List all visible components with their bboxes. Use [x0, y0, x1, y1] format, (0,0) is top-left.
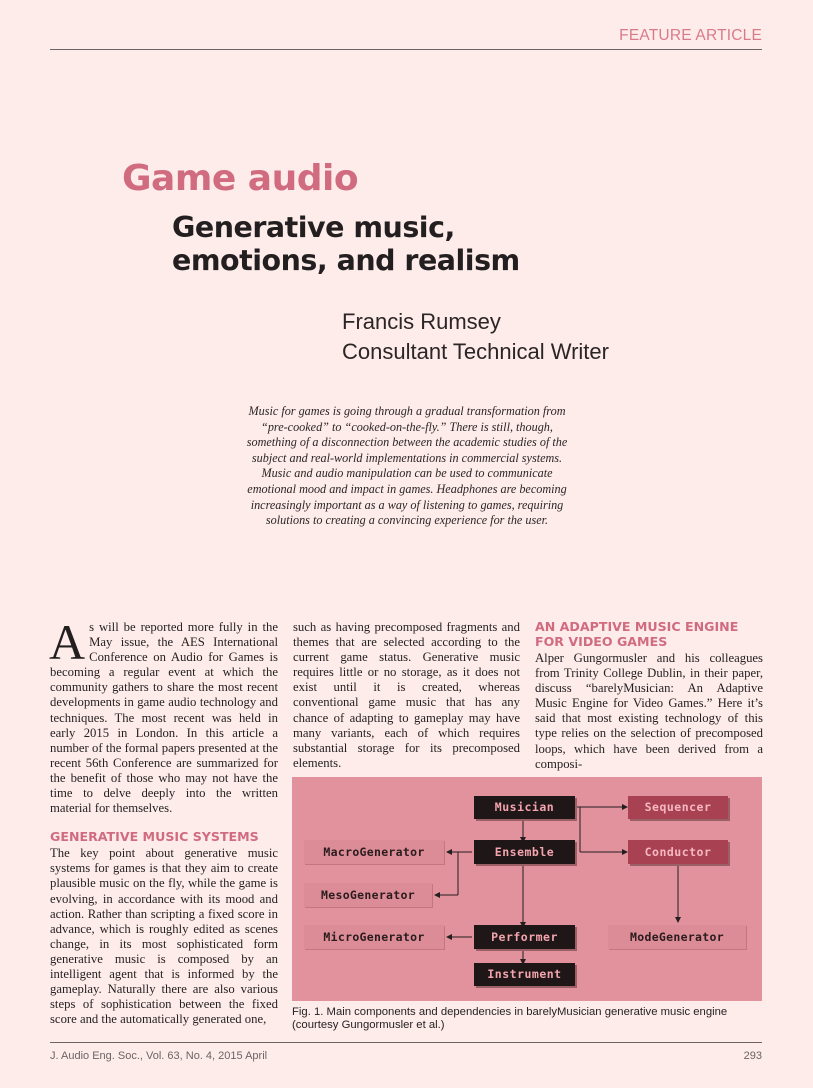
abstract-line: something of a disconnection between the academic studies of the	[246, 435, 568, 450]
abstract-line: Music and audio manipulation can be used to communicate	[261, 466, 553, 481]
abstract-line: emotional mood and impact in games. Headphones are becoming	[247, 481, 567, 496]
heading-line: FOR VIDEO GAMES	[535, 634, 668, 649]
journal-citation: J. Audio Eng. Soc., Vol. 63, No. 4, 2015 April	[50, 1050, 268, 1062]
abstract-line: “pre-cooked” to “cooked-on-the-fly.” There is still, though,	[261, 419, 553, 434]
heading-line: AN ADAPTIVE MUSIC ENGINE	[535, 619, 739, 634]
intro-paragraph	[49, 614, 278, 816]
node-instrument: Instrument	[474, 963, 575, 986]
author-role: Consultant Technical Writer	[342, 339, 609, 364]
intro-text: s will be reported more fully in the May issue, the AES International Conference on Audio for Games is becoming a regular event at which the community gathers to share the most recent developments in game audio technology and techniques. The most recent was held in early 2015 in London. In this article a number of the formal papers presented at the recent 56th Conference are summarized for the benefit of those who may not have the time to delve deeply into the written material for themselves.	[50, 620, 278, 816]
subtitle-line: Generative music,	[172, 211, 455, 244]
article-subtitle	[172, 211, 520, 277]
article-title: Game audio	[122, 158, 359, 199]
node-conductor: Conductor	[628, 840, 728, 864]
subtitle-line: emotions, and realism	[172, 244, 520, 277]
node-macro-generator: MacroGenerator	[304, 840, 444, 864]
figure-1-diagram	[292, 777, 762, 1001]
abstract	[230, 404, 584, 529]
abstract-line: increasingly important as a way of listening to games, requiring	[250, 497, 564, 512]
abstract-line: Music for games is going through a gradual transformation from	[248, 404, 566, 418]
header-rule	[50, 49, 762, 50]
author-block	[342, 307, 609, 367]
figure-caption: Fig. 1. Main components and dependencies in barelyMusician generative music engine (courtesy Gungormusler et al.)	[292, 1006, 728, 1032]
node-mode-generator: ModeGenerator	[608, 925, 746, 949]
node-ensemble: Ensemble	[474, 840, 575, 864]
body-paragraph: The key point about generative music systems for games is that they aim to create plausible music on the fly, while the game is evolving, in accordance with its mood and action. Rather than scripting a fixed score in advance, which is roughly edited as scenes change, in its most sophisticated form generative music is composed by an intelligent agent that is informed by the gameplay. Naturally there are also various steps of sophistication between the fixed score and the automatically generated one,	[50, 846, 278, 1027]
column-3	[535, 619, 763, 772]
body-paragraph: such as having precomposed fragments and themes that are selected according to the current game status. Generative music requires little or no storage, as it does not exist until it is created, whereas conventional game music that has any chance of adapting to gameplay may have many variants, each of which requires substantial storage for its precomposed elements.	[293, 620, 520, 770]
node-micro-generator: MicroGenerator	[304, 925, 444, 949]
section-heading-generative: GENERATIVE MUSIC SYSTEMS	[50, 829, 259, 845]
footer-rule	[50, 1042, 762, 1043]
drop-cap: A	[49, 614, 86, 670]
node-performer: Performer	[474, 925, 575, 949]
abstract-line: solutions to creating a convincing experience for the user.	[265, 513, 549, 528]
node-meso-generator: MesoGenerator	[304, 883, 432, 907]
column-1	[49, 614, 278, 1027]
node-sequencer: Sequencer	[628, 796, 728, 819]
section-label: FEATURE ARTICLE	[619, 27, 762, 44]
author-name: Francis Rumsey	[342, 309, 501, 334]
section-heading-adaptive	[535, 619, 763, 649]
node-musician: Musician	[474, 796, 575, 819]
column-2	[293, 620, 520, 771]
page-number: 293	[743, 1050, 762, 1062]
abstract-line: subject and real-world implementations in commercial systems.	[251, 450, 563, 465]
body-paragraph: Alper Gungormusler and his colleagues from Trinity College Dublin, in their paper, discuss “barelyMusician: An Adaptive Music Engine for Video Games.” Here it’s said that most existing technology of this type relies on the selection of precomposed loops, which have been derived from a composi-	[535, 651, 763, 771]
